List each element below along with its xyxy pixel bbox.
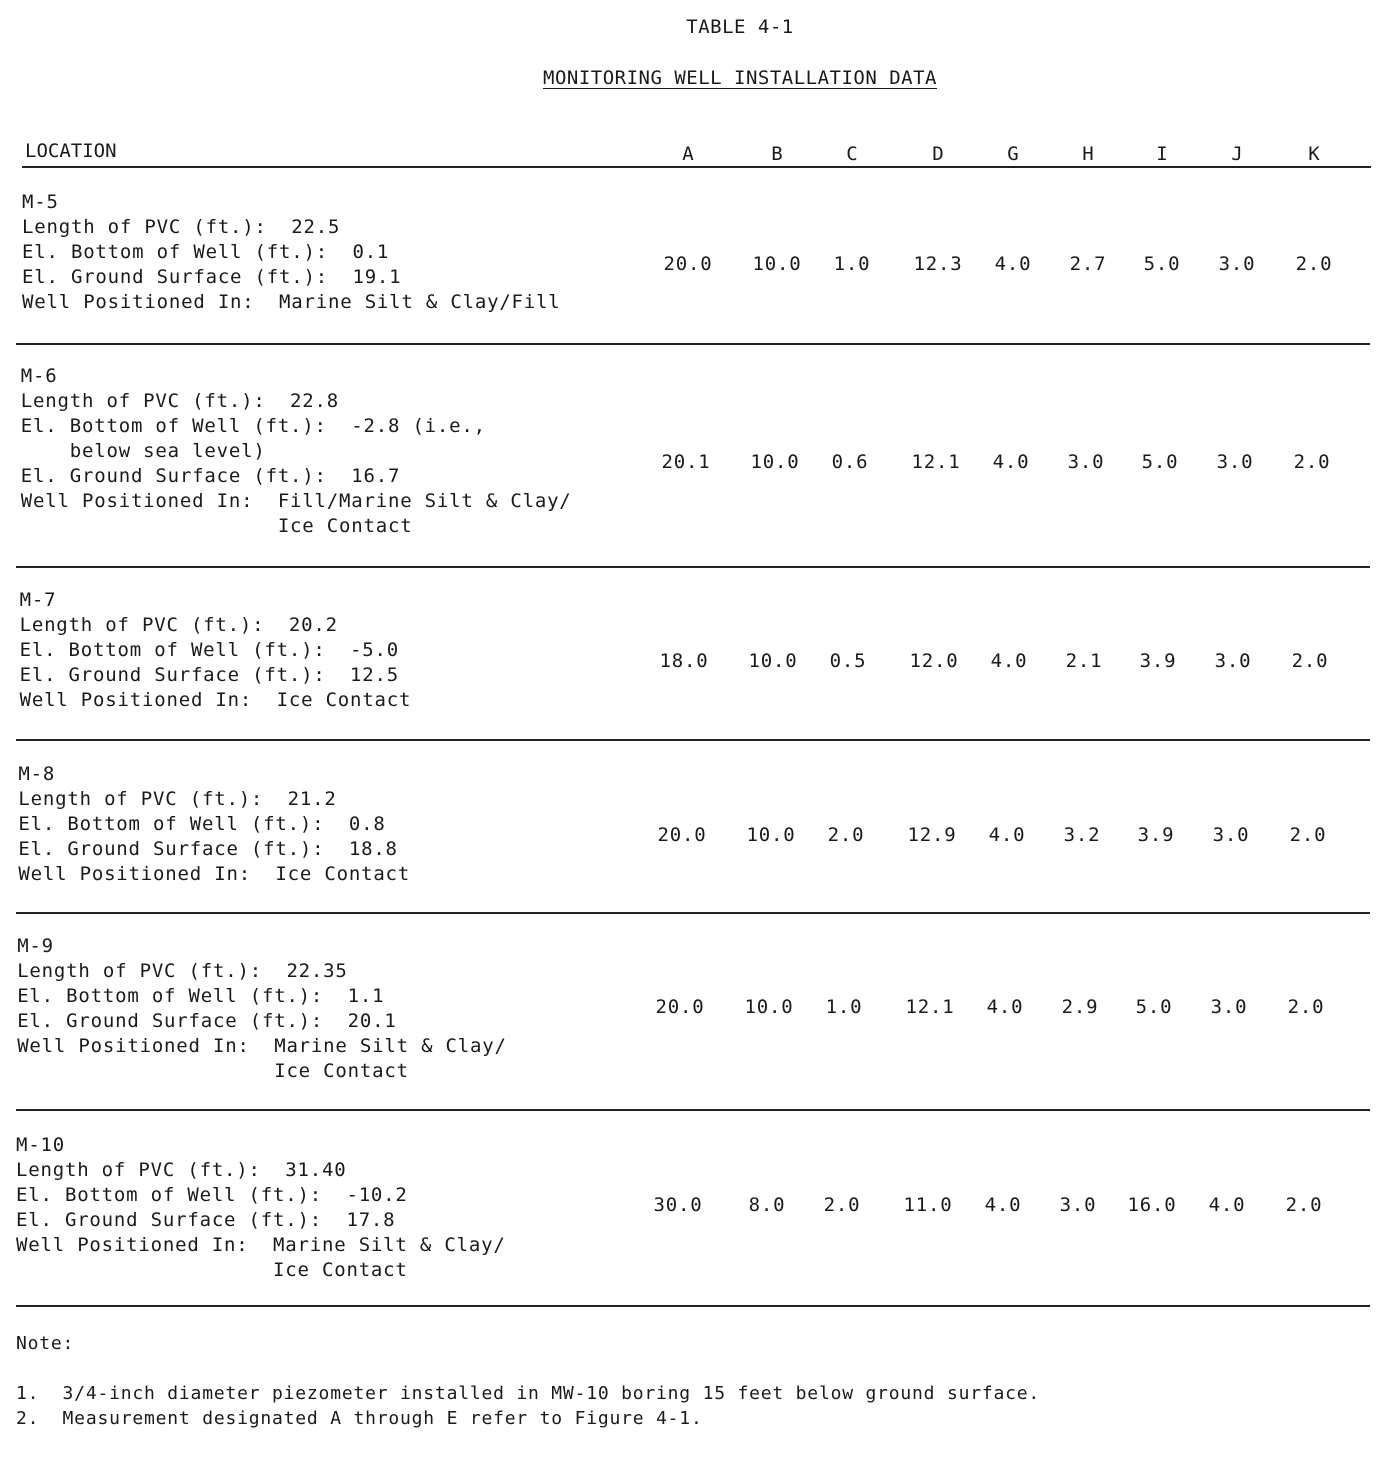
well-detail-line: Well Positioned In: Marine Silt & Clay/ <box>16 1234 506 1256</box>
cell-d: 12.0 <box>909 650 959 672</box>
cell-k: 2.0 <box>1293 451 1331 473</box>
cell-g: 4.0 <box>990 650 1028 672</box>
well-id: M-8 <box>18 763 56 785</box>
cell-i: 5.0 <box>1135 996 1173 1018</box>
cell-h: 3.0 <box>1059 1194 1097 1216</box>
cell-a: 20.0 <box>655 996 705 1018</box>
row-separator <box>16 1109 1370 1111</box>
cell-k: 2.0 <box>1287 996 1325 1018</box>
cell-i: 3.9 <box>1137 824 1175 846</box>
cell-h: 2.1 <box>1065 650 1103 672</box>
well-detail-line: Ice Contact <box>20 515 413 537</box>
cell-d: 12.3 <box>913 253 963 275</box>
cell-c: 0.5 <box>829 650 867 672</box>
well-id: M-6 <box>20 365 58 387</box>
well-detail-line: El. Ground Surface (ft.): 16.7 <box>20 465 401 487</box>
cell-a: 30.0 <box>653 1194 703 1216</box>
well-detail-line: below sea level) <box>20 440 266 462</box>
cell-b: 10.0 <box>752 253 802 275</box>
cell-h: 2.7 <box>1069 253 1107 275</box>
cell-j: 3.0 <box>1216 451 1254 473</box>
well-detail-line: El. Bottom of Well (ft.): 0.1 <box>22 241 390 263</box>
row-separator <box>16 912 1370 914</box>
location-header: LOCATION <box>25 140 117 162</box>
well-info <box>18 762 410 887</box>
cell-h: 3.2 <box>1063 824 1101 846</box>
cell-b: 8.0 <box>748 1194 786 1216</box>
note-item: 2. Measurement designated A through E refer to Figure 4-1. <box>16 1408 703 1429</box>
cell-a: 20.1 <box>661 451 711 473</box>
column-header-c: C <box>846 143 858 165</box>
cell-g: 4.0 <box>986 996 1024 1018</box>
well-detail-line: Well Positioned In: Ice Contact <box>19 689 412 711</box>
well-detail-line: Length of PVC (ft.): 22.5 <box>22 216 341 238</box>
cell-b: 10.0 <box>746 824 796 846</box>
well-info <box>21 364 572 539</box>
cell-j: 3.0 <box>1214 650 1252 672</box>
well-detail-line: Well Positioned In: Ice Contact <box>18 863 411 885</box>
cell-d: 12.9 <box>907 824 957 846</box>
well-detail-line: El. Bottom of Well (ft.): 0.8 <box>18 813 386 835</box>
well-detail-line: Length of PVC (ft.): 20.2 <box>19 614 338 636</box>
column-header-h: H <box>1082 143 1094 165</box>
well-detail-line: El. Ground Surface (ft.): 20.1 <box>17 1010 397 1032</box>
well-info <box>20 588 412 713</box>
note-label: Note: <box>16 1333 75 1354</box>
cell-k: 2.0 <box>1291 650 1329 672</box>
well-detail-line: Well Positioned In: Fill/Marine Silt & Clay/ <box>20 490 572 512</box>
column-header-a: A <box>682 143 694 165</box>
cell-k: 2.0 <box>1295 253 1333 275</box>
cell-d: 11.0 <box>903 1194 953 1216</box>
note-item: 1. 3/4-inch diameter piezometer installed in MW-10 boring 15 feet below ground surface. <box>16 1383 1041 1404</box>
cell-i: 16.0 <box>1127 1194 1177 1216</box>
well-detail-line: Length of PVC (ft.): 22.35 <box>17 960 348 982</box>
cell-j: 3.0 <box>1218 253 1256 275</box>
well-detail-line: El. Ground Surface (ft.): 17.8 <box>16 1209 396 1231</box>
cell-g: 4.0 <box>984 1194 1022 1216</box>
cell-c: 0.6 <box>831 451 869 473</box>
cell-g: 4.0 <box>994 253 1032 275</box>
well-detail-line: Ice Contact <box>16 1259 408 1281</box>
row-separator <box>16 566 1370 568</box>
well-detail-line: El. Bottom of Well (ft.): -5.0 <box>19 639 400 661</box>
cell-c: 1.0 <box>825 996 863 1018</box>
cell-g: 4.0 <box>992 451 1030 473</box>
header-rule <box>22 166 1371 168</box>
cell-g: 4.0 <box>988 824 1026 846</box>
cell-i: 3.9 <box>1139 650 1177 672</box>
cell-a: 20.0 <box>657 824 707 846</box>
well-detail-line: El. Ground Surface (ft.): 12.5 <box>19 664 400 686</box>
cell-j: 4.0 <box>1208 1194 1246 1216</box>
cell-a: 18.0 <box>659 650 709 672</box>
cell-j: 3.0 <box>1212 824 1250 846</box>
cell-k: 2.0 <box>1285 1194 1323 1216</box>
column-header-g: G <box>1007 143 1019 165</box>
column-header-b: B <box>771 143 783 165</box>
well-detail-line: El. Ground Surface (ft.): 19.1 <box>22 266 402 288</box>
well-detail-line: El. Ground Surface (ft.): 18.8 <box>18 838 398 860</box>
row-separator <box>16 1305 1370 1307</box>
well-id: M-10 <box>16 1134 65 1156</box>
row-separator <box>16 343 1370 345</box>
column-header-j: J <box>1231 143 1243 165</box>
well-detail-line: Well Positioned In: Marine Silt & Clay/ <box>17 1035 507 1057</box>
cell-k: 2.0 <box>1289 824 1327 846</box>
well-id: M-5 <box>22 191 59 213</box>
cell-c: 2.0 <box>823 1194 861 1216</box>
row-separator <box>16 739 1370 741</box>
well-detail-line: Length of PVC (ft.): 22.8 <box>20 390 340 412</box>
cell-i: 5.0 <box>1143 253 1181 275</box>
cell-b: 10.0 <box>750 451 800 473</box>
table-title: MONITORING WELL INSTALLATION DATA <box>543 67 937 89</box>
column-header-i: I <box>1156 143 1168 165</box>
cell-a: 20.0 <box>663 253 713 275</box>
well-id: M-7 <box>19 589 57 611</box>
well-detail-line: Well Positioned In: Marine Silt & Clay/Fill <box>22 291 561 313</box>
well-detail-line: Ice Contact <box>17 1060 409 1082</box>
cell-i: 5.0 <box>1141 451 1179 473</box>
well-detail-line: El. Bottom of Well (ft.): -2.8 (i.e., <box>20 415 486 437</box>
column-header-k: K <box>1308 143 1320 165</box>
cell-d: 12.1 <box>905 996 955 1018</box>
cell-c: 1.0 <box>833 253 871 275</box>
well-info <box>22 190 561 315</box>
well-detail-line: El. Bottom of Well (ft.): 1.1 <box>17 985 385 1007</box>
cell-d: 12.1 <box>911 451 961 473</box>
well-detail-line: Length of PVC (ft.): 31.40 <box>16 1159 347 1181</box>
cell-c: 2.0 <box>827 824 865 846</box>
cell-h: 3.0 <box>1067 451 1105 473</box>
well-info <box>17 934 507 1084</box>
well-detail-line: Length of PVC (ft.): 21.2 <box>18 788 337 810</box>
cell-b: 10.0 <box>748 650 798 672</box>
cell-h: 2.9 <box>1061 996 1099 1018</box>
table-number: TABLE 4-1 <box>686 16 794 38</box>
cell-b: 10.0 <box>744 996 794 1018</box>
well-detail-line: El. Bottom of Well (ft.): -10.2 <box>16 1184 408 1206</box>
well-info <box>16 1133 506 1283</box>
cell-j: 3.0 <box>1210 996 1248 1018</box>
column-header-d: D <box>932 143 944 165</box>
well-id: M-9 <box>17 935 54 957</box>
